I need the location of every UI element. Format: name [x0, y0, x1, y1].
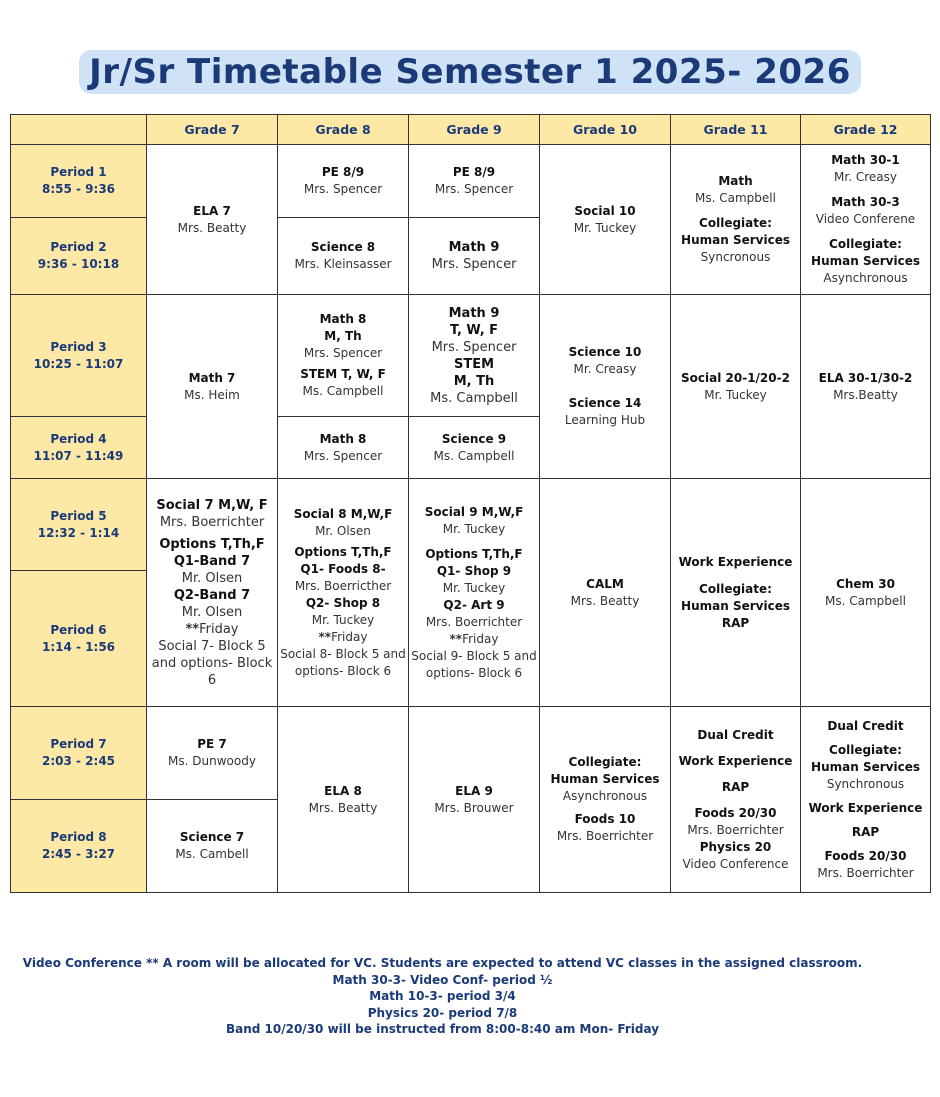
teacher-name: Mrs. Boerrichter — [817, 865, 914, 880]
course-name: RAP — [851, 824, 880, 839]
course-name: Dual Credit — [827, 718, 904, 733]
course-name: Collegiate: — [568, 755, 642, 769]
course-name: Collegiate: — [699, 581, 772, 596]
page-title: Jr/Sr Timetable Semester 1 2025- 2026 — [79, 50, 861, 94]
spacer — [673, 796, 798, 805]
course-name: Dual Credit — [697, 727, 774, 742]
delivery-mode: Asynchronous — [823, 271, 908, 285]
period-time: 1:14 - 1:56 — [41, 639, 116, 654]
teacher-name: Mrs. Spencer — [303, 182, 383, 196]
period-time: 2:45 - 3:27 — [41, 847, 116, 861]
course-name: Foods 20/30 — [824, 848, 907, 863]
header-grade-10: Grade 10 — [540, 115, 671, 145]
header-grade-9: Grade 9 — [409, 115, 540, 145]
teacher-name: Mrs. Boerrichter — [556, 829, 654, 843]
cell-g12-p12 — [801, 145, 931, 295]
course-name: Social 20-1/20-2 — [681, 370, 790, 385]
period-name: Period 1 — [50, 165, 107, 179]
teacher-name: Ms. Campbell — [302, 384, 384, 398]
period-2-cell — [11, 218, 147, 295]
teacher-name: Mrs. Spencer — [303, 346, 383, 360]
course-name: Math 8 — [319, 312, 367, 326]
course-name: Science 7 — [179, 830, 245, 844]
cell-g9-p2 — [409, 218, 540, 295]
cell-g11-p34 — [671, 295, 801, 479]
teacher-name: Ms. Dunwoody — [168, 754, 256, 768]
asterisk-mark: ** — [185, 621, 200, 637]
delivery-mode: Video Conferene — [815, 212, 916, 226]
cell-g12-p34 — [801, 295, 931, 479]
teacher-name: Mr. Tuckey — [442, 580, 506, 595]
header-corner — [11, 115, 147, 145]
spacer — [803, 186, 928, 194]
course-name: Q2- Art 9 — [443, 597, 505, 612]
course-name: Math 8 — [319, 431, 367, 446]
course-name: Work Experience — [808, 800, 923, 815]
course-name: Collegiate: — [829, 237, 902, 251]
course-name: Math 30-3 — [831, 195, 900, 209]
asterisk-mark: ** — [318, 629, 332, 644]
course-name: Math — [718, 174, 753, 188]
period-5-cell — [11, 479, 147, 571]
teacher-name: Ms. Heim — [184, 387, 240, 402]
header-row — [11, 115, 931, 145]
course-name: Q1- Foods 8- — [300, 561, 386, 576]
course-name: CALM — [586, 576, 624, 591]
cell-g9-p4 — [409, 417, 540, 479]
course-name: STEM T, W, F — [300, 367, 386, 381]
course-name: ELA 9 — [455, 783, 493, 798]
course-name: Social 10 — [574, 203, 636, 218]
teacher-name: Mr. Olsen — [181, 570, 243, 586]
delivery-mode: Asynchronous — [562, 789, 648, 803]
course-name: Human Services — [681, 598, 790, 613]
cell-g10-p34 — [540, 295, 671, 479]
teacher-name: Mr. Olsen — [315, 523, 371, 538]
spacer — [803, 793, 928, 800]
period-6-cell — [11, 571, 147, 707]
course-name: RAP — [721, 779, 750, 794]
delivery-mode: Syncronous — [700, 250, 771, 264]
cell-g10-p78 — [540, 707, 671, 893]
spacer — [673, 770, 798, 779]
row-period-3 — [11, 295, 931, 417]
course-name: PE 8/9 — [321, 165, 365, 179]
teacher-name: Mr. Creasy — [573, 362, 637, 376]
period-3-cell — [11, 295, 147, 417]
header-grade-11: Grade 11 — [671, 115, 801, 145]
friday-note — [280, 629, 406, 646]
spacer — [803, 228, 928, 236]
period-1-cell — [11, 145, 147, 218]
period-name: Period 2 — [50, 240, 107, 254]
cell-g9-p3 — [409, 295, 540, 417]
course-name: RAP — [721, 615, 750, 630]
footer-line: Physics 20- period 7/8 — [367, 1005, 518, 1020]
course-name: Science 8 — [310, 240, 376, 254]
period-7-cell — [11, 707, 147, 800]
teacher-name: Mr. Olsen — [181, 604, 243, 620]
spacer — [803, 735, 928, 742]
period-name: Period 6 — [50, 622, 107, 637]
teacher-name: Ms. Cambell — [175, 847, 249, 861]
footer-line: Math 30-3- Video Conf- period ½ — [332, 972, 553, 987]
friday-note — [149, 621, 275, 638]
period-time: 11:07 - 11:49 — [33, 448, 124, 463]
course-name: Foods 10 — [574, 812, 636, 826]
course-name: Collegiate: — [829, 742, 902, 757]
course-name: STEM — [453, 356, 495, 372]
course-name: Chem 30 — [836, 576, 895, 591]
asterisk-mark: ** — [449, 631, 463, 646]
teacher-name: Mrs. Spencer — [431, 339, 517, 355]
header-grade-7: Grade 7 — [147, 115, 278, 145]
spacer — [673, 207, 798, 215]
block-note: and options- Block 6 — [151, 655, 273, 688]
cell-g9-p78 — [409, 707, 540, 893]
course-name: Social 7 M,W, F — [156, 497, 268, 513]
cell-g8-p78 — [278, 707, 409, 893]
course-name: Social 8 M,W,F — [293, 506, 393, 521]
teacher-name: Mr. Tuckey — [442, 521, 506, 536]
course-name: ELA 8 — [324, 783, 362, 798]
course-name: Science 14 — [568, 396, 642, 410]
teacher-name: Mr. Tuckey — [311, 612, 375, 627]
course-name: Math 30-1 — [831, 153, 900, 167]
cell-g11-p56 — [671, 479, 801, 707]
course-name: Math 9 — [448, 240, 500, 255]
cell-g8-p2 — [278, 218, 409, 295]
period-8-cell — [11, 800, 147, 893]
course-name: ELA 30-1/30-2 — [818, 370, 913, 385]
teacher-name: Mrs. Beatty — [308, 800, 378, 815]
block-note: Social 8- Block 5 and — [280, 646, 406, 661]
footer-line: Math 10-3- period 3/4 — [369, 989, 516, 1003]
course-name: PE 8/9 — [452, 165, 496, 179]
period-name: Period 5 — [50, 508, 107, 523]
course-name: Physics 20 — [699, 839, 772, 854]
period-name: Period 3 — [50, 339, 107, 354]
course-name: Options T,Th,F — [425, 546, 523, 561]
period-4-cell — [11, 417, 147, 479]
friday-text: Friday — [331, 629, 368, 644]
spacer — [803, 817, 928, 824]
teacher-name: Learning Hub — [564, 413, 646, 427]
row-period-1 — [11, 145, 931, 218]
course-days: M, Th — [324, 329, 362, 343]
block-note: Social 9- Block 5 and — [411, 648, 537, 663]
delivery-mode: Video Conference — [682, 856, 789, 871]
cell-g10-p12 — [540, 145, 671, 295]
course-name: Human Services — [811, 759, 920, 774]
period-time: 2:03 - 2:45 — [41, 754, 116, 768]
teacher-name: Mrs. Boerricther — [294, 578, 392, 593]
teacher-name: Mr. Tuckey — [573, 220, 637, 235]
row-period-5 — [11, 479, 931, 571]
cell-g8-p1 — [278, 145, 409, 218]
teacher-name: Mrs. Beatty — [177, 220, 247, 235]
header-grade-12: Grade 12 — [801, 115, 931, 145]
footer-line: Video Conference ** A room will be allocated for VC. Students are expected to attend VC classes in the assigned classroom. — [22, 956, 863, 970]
course-name: Human Services — [681, 233, 790, 247]
spacer — [673, 744, 798, 753]
cell-g11-p12 — [671, 145, 801, 295]
course-name: Options T,Th,F — [294, 544, 392, 559]
period-name: Period 7 — [50, 737, 107, 751]
course-name: Options T,Th,F — [159, 536, 265, 552]
course-name: Math 7 — [188, 370, 236, 385]
teacher-name: Mrs. Spencer — [434, 182, 514, 196]
delivery-mode: Synchronous — [826, 776, 905, 791]
cell-g7-p34 — [147, 295, 278, 479]
course-name: Social 9 M,W,F — [424, 504, 524, 519]
footer-notes — [0, 955, 885, 1038]
cell-g12-p78 — [801, 707, 931, 893]
teacher-name: Ms. Campbell — [430, 390, 518, 406]
course-name: Work Experience — [678, 554, 793, 569]
course-name: Q2-Band 7 — [173, 587, 251, 603]
cell-g7-p7 — [147, 707, 278, 800]
period-time: 8:55 - 9:36 — [41, 182, 116, 196]
cell-g12-p56 — [801, 479, 931, 707]
cell-g9-p56 — [409, 479, 540, 707]
course-name: Collegiate: — [699, 216, 772, 230]
teacher-name: Mrs.Beatty — [833, 387, 898, 402]
spacer — [542, 378, 668, 395]
course-name: Human Services — [811, 254, 920, 268]
cell-g7-p8 — [147, 800, 278, 893]
teacher-name: Mrs. Boerrichter — [687, 822, 784, 837]
cell-g7-p56 — [147, 479, 278, 707]
teacher-name: Mrs. Kleinsasser — [294, 257, 392, 271]
course-name: Q1- Shop 9 — [436, 563, 512, 578]
course-name: Work Experience — [678, 753, 793, 768]
cell-g11-p78 — [671, 707, 801, 893]
teacher-name: Ms. Campbell — [825, 593, 906, 608]
block-note: options- Block 6 — [294, 663, 392, 678]
spacer — [803, 841, 928, 848]
cell-g8-p56 — [278, 479, 409, 707]
period-time: 10:25 - 11:07 — [33, 356, 124, 371]
teacher-name: Mrs. Spencer — [431, 257, 517, 272]
spacer — [673, 571, 798, 581]
teacher-name: Ms. Campbell — [433, 448, 515, 463]
cell-g9-p1 — [409, 145, 540, 218]
block-note: options- Block 6 — [425, 665, 523, 680]
course-name: ELA 7 — [193, 203, 231, 218]
teacher-name: Mrs. Boerrichter — [425, 614, 523, 629]
course-days: T, W, F — [449, 322, 499, 338]
course-name: Q1-Band 7 — [173, 553, 251, 569]
teacher-name: Mrs. Spencer — [303, 448, 383, 463]
teacher-name: Mr. Creasy — [834, 170, 897, 184]
course-name: Human Services — [550, 772, 660, 786]
teacher-name: Ms. Campbell — [695, 191, 776, 205]
spacer — [411, 538, 537, 546]
course-name: Science 10 — [568, 345, 642, 359]
period-name: Period 4 — [50, 431, 107, 446]
course-name: Foods 20/30 — [694, 805, 777, 820]
teacher-name: Mrs. Beatty — [570, 593, 640, 608]
period-time: 12:32 - 1:14 — [37, 525, 120, 540]
cell-g8-p4 — [278, 417, 409, 479]
teacher-name: Mrs. Boerrichter — [159, 514, 265, 530]
title-wrap — [0, 50, 940, 94]
course-name: PE 7 — [197, 737, 227, 751]
row-period-7 — [11, 707, 931, 800]
friday-note — [411, 631, 537, 648]
course-days: M, Th — [453, 373, 495, 389]
friday-text: Friday — [199, 621, 239, 637]
teacher-name: Mrs. Brouwer — [434, 800, 514, 815]
cell-g10-p56 — [540, 479, 671, 707]
period-name: Period 8 — [50, 830, 107, 844]
cell-g8-p3 — [278, 295, 409, 417]
period-time: 9:36 - 10:18 — [37, 257, 120, 271]
friday-text: Friday — [462, 631, 499, 646]
block-note: Social 7- Block 5 — [158, 638, 266, 654]
cell-g7-p12 — [147, 145, 278, 295]
course-name: Science 9 — [441, 431, 507, 446]
teacher-name: Mr. Tuckey — [704, 387, 767, 402]
footer-line: Band 10/20/30 will be instructed from 8:00-8:40 am Mon- Friday — [225, 1022, 660, 1036]
timetable — [10, 114, 931, 893]
header-grade-8: Grade 8 — [278, 115, 409, 145]
course-name: Math 9 — [448, 305, 500, 321]
course-name: Q2- Shop 8 — [305, 595, 381, 610]
